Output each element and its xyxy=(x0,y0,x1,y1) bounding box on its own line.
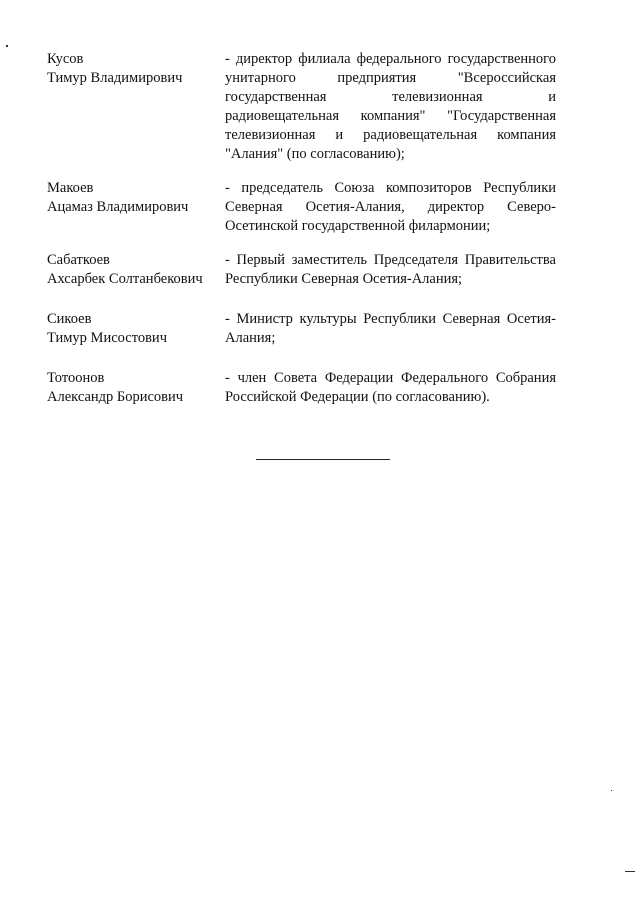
scan-speck xyxy=(611,790,612,791)
role-line: государственная телевизионная и xyxy=(225,89,556,105)
scan-speck xyxy=(6,45,8,47)
closing-divider xyxy=(256,459,390,460)
person-given-names: Ахсарбек Солтанбекович xyxy=(47,271,203,287)
person-surname: Кусов xyxy=(47,51,84,67)
role-line: - председатель Союза композиторов Республики xyxy=(225,180,556,196)
role-line: - член Совета Федерации Федерального Собрания xyxy=(225,370,556,386)
person-name xyxy=(47,50,222,88)
person-given-names: Тимур Владимирович xyxy=(47,70,183,86)
role-line: Республики Северная Осетия-Алания; xyxy=(225,271,463,287)
role-line: Российской Федерации (по согласованию). xyxy=(225,389,490,405)
person-role xyxy=(225,179,556,236)
role-line: Осетинской государственной филармонии; xyxy=(225,218,491,234)
role-line: радиовещательная компания" "Государственная xyxy=(225,108,556,124)
role-line: телевизионная и радиовещательная компания xyxy=(225,127,556,143)
person-name xyxy=(47,369,222,407)
person-role xyxy=(225,310,556,348)
role-line: "Алания" (по согласованию); xyxy=(225,146,405,162)
role-line: унитарного предприятия "Всероссийская xyxy=(225,70,556,86)
person-role xyxy=(225,251,556,289)
person-surname: Тотоонов xyxy=(47,370,105,386)
person-given-names: Александр Борисович xyxy=(47,389,184,405)
person-surname: Сикоев xyxy=(47,311,92,327)
person-name xyxy=(47,310,222,348)
role-line: - Министр культуры Республики Северная Осетия- xyxy=(225,311,556,327)
role-line: - директор филиала федерального государственного xyxy=(225,51,556,67)
role-line: Северная Осетия-Алания, директор Северо- xyxy=(225,199,556,215)
person-given-names: Ацамаз Владимирович xyxy=(47,199,189,215)
person-given-names: Тимур Мисостович xyxy=(47,330,167,346)
person-role xyxy=(225,369,556,407)
person-surname: Сабаткоев xyxy=(47,252,110,268)
person-name xyxy=(47,179,222,217)
person-surname: Макоев xyxy=(47,180,94,196)
role-line: Алания; xyxy=(225,330,276,346)
scan-mark xyxy=(625,871,635,872)
person-role xyxy=(225,50,556,164)
person-name xyxy=(47,251,222,289)
role-line: - Первый заместитель Председателя Правительства xyxy=(225,252,556,268)
